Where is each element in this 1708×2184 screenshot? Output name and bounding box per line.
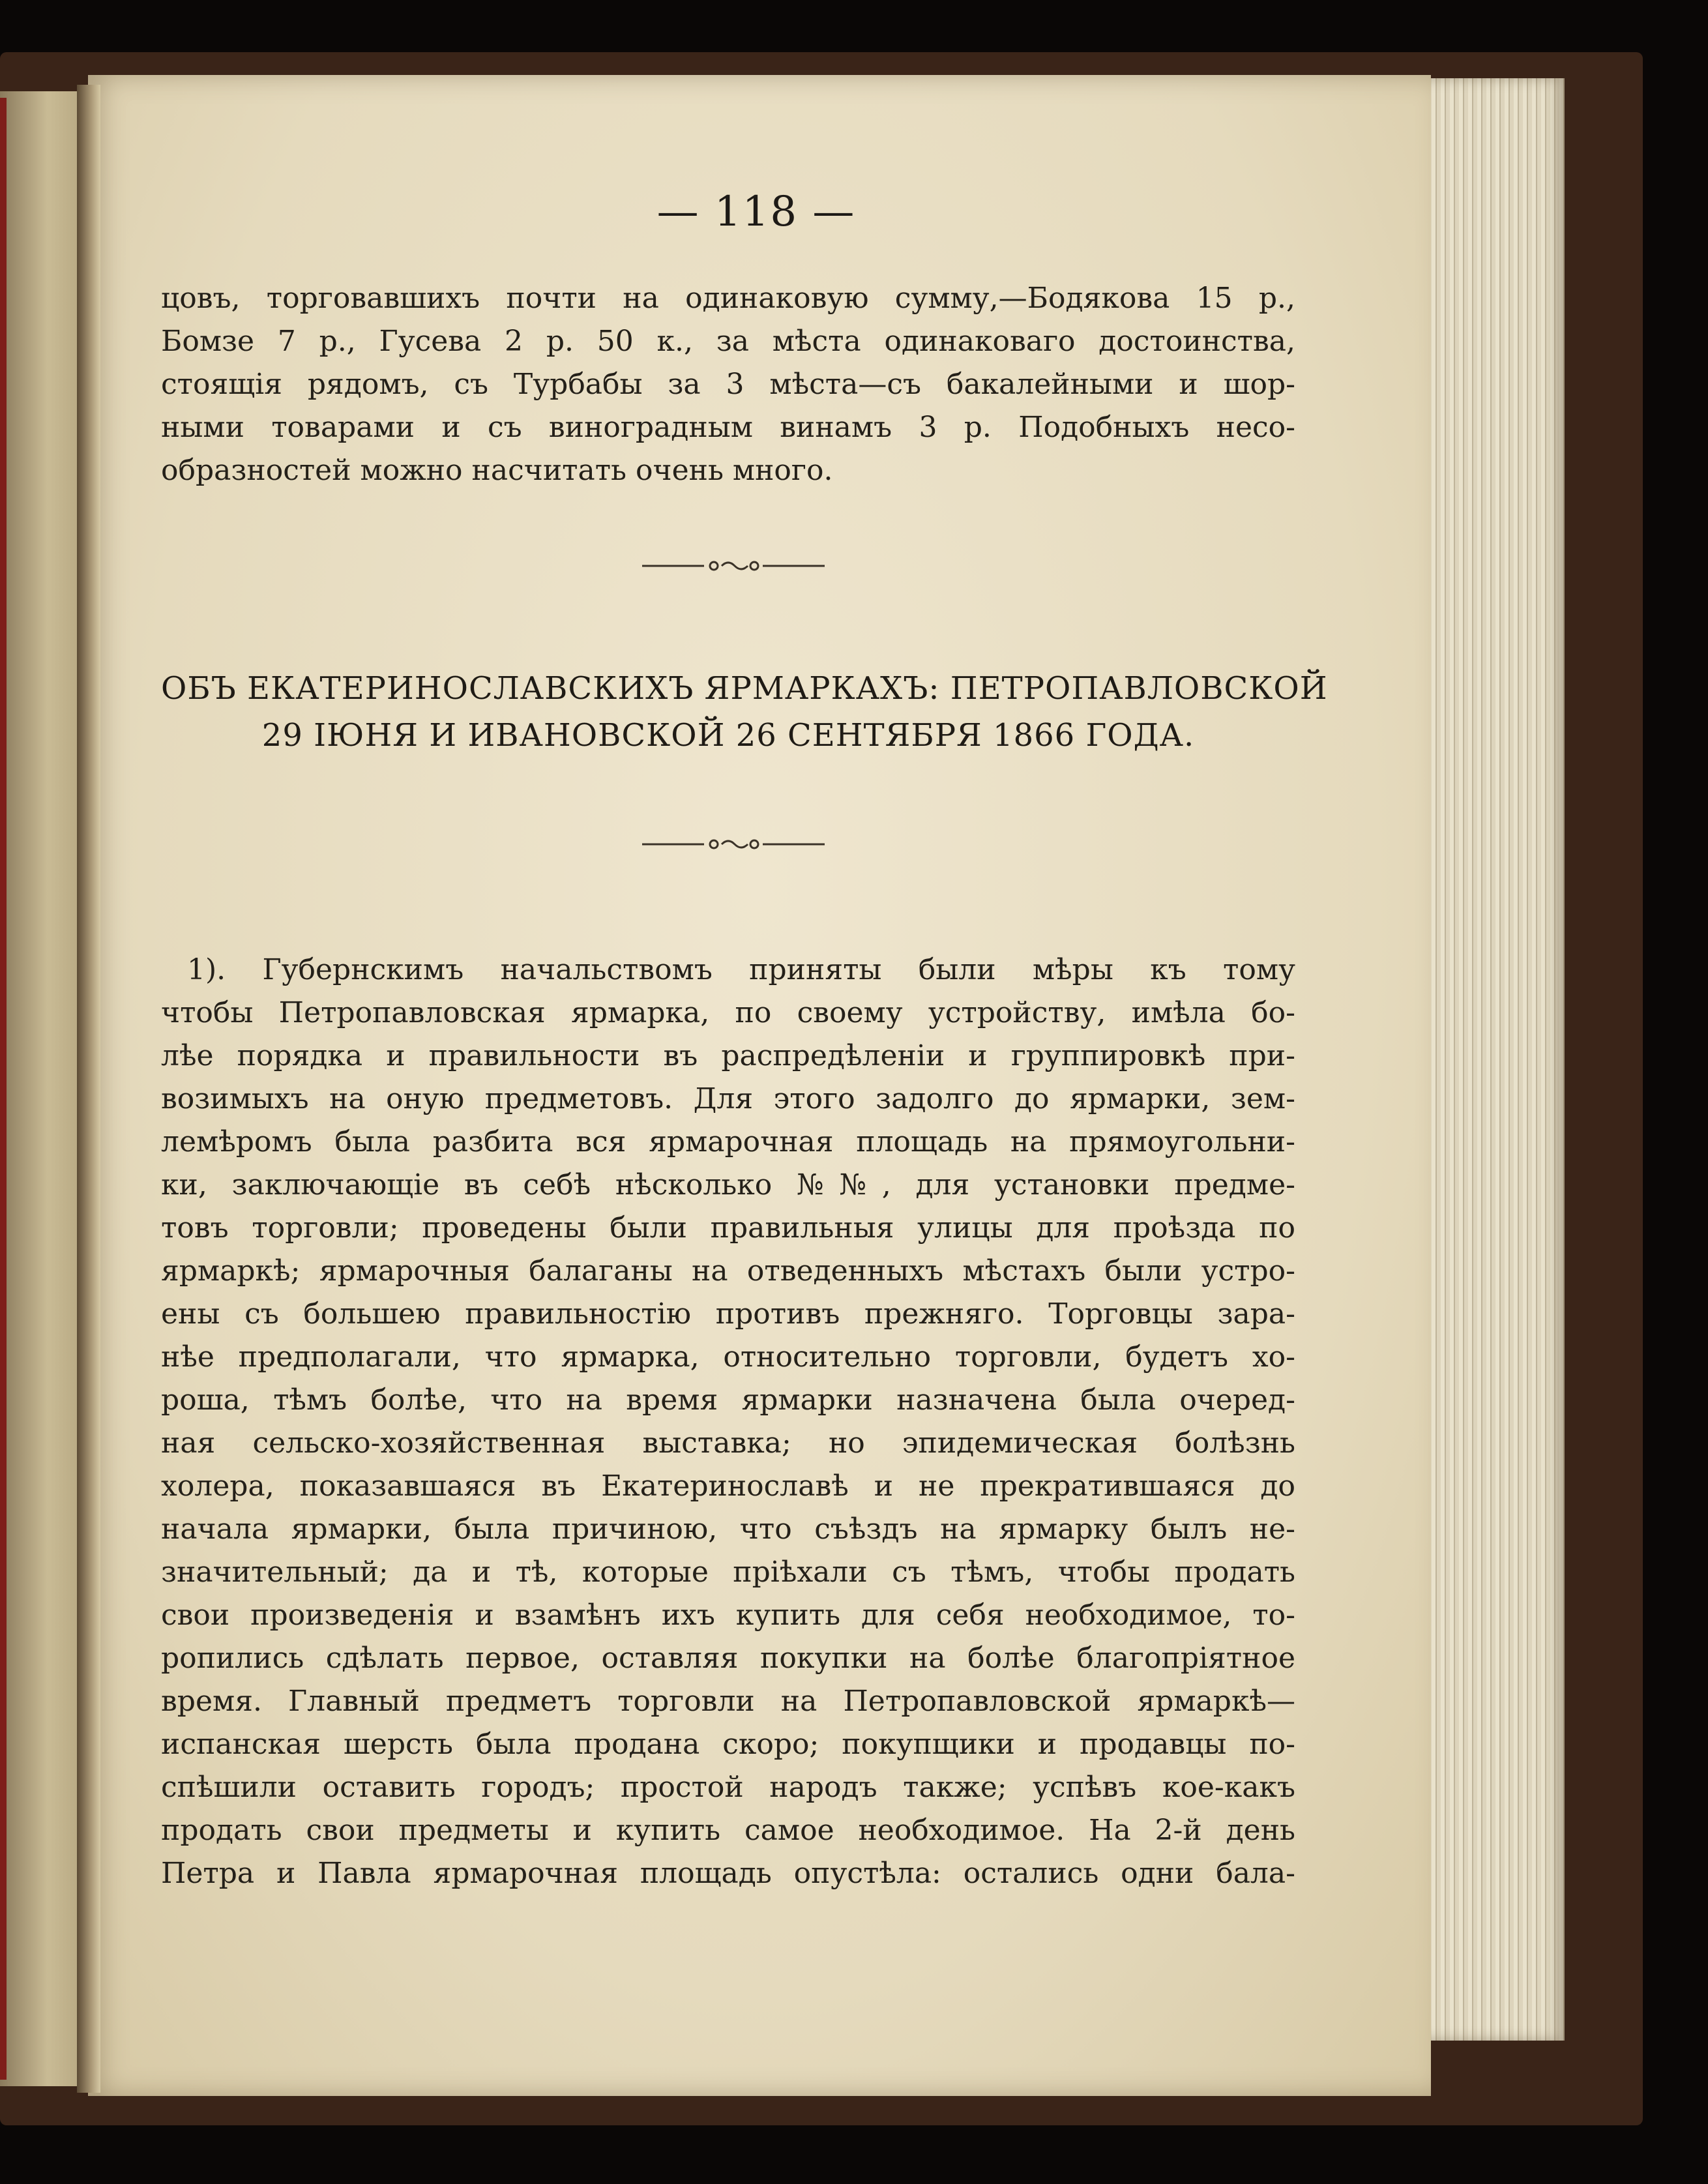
red-page-edge	[0, 98, 7, 2080]
paragraph-line: ная сельско-хозяйственная выставка; но эпидемическая болѣзнь	[161, 1426, 1295, 1460]
paragraph-line: испанская шерсть была продана скоро; покупщики и продавцы по-	[161, 1728, 1295, 1761]
paragraph-line: возимыхъ на оную предметовъ. Для этого задолго до ярмарки, зем-	[161, 1082, 1295, 1115]
paragraph-line: начала ярмарки, была причиною, что съѣздъ на ярмарку былъ не-	[161, 1513, 1295, 1546]
left-page-edge	[0, 91, 80, 2086]
book-gutter	[77, 85, 100, 2093]
paragraph-line: цовъ, торговавшихъ почти на одинаковую сумму,—Бодякова 15 р.,	[161, 282, 1295, 315]
paragraph-line: стоящія рядомъ, съ Турбабы за 3 мѣста—съ бакалейными и шор-	[161, 368, 1295, 401]
paragraph-line: холера, показавшаяся въ Екатеринославѣ и не прекратившаяся до	[161, 1469, 1295, 1503]
paragraph-line: товъ торговли; проведены были правильныя улицы для проѣзда по	[161, 1211, 1295, 1245]
paragraph-line: чтобы Петропавловская ярмарка, по своему устройству, имѣла бо-	[161, 996, 1295, 1029]
paragraph-line: ными товарами и съ виноградным винамъ 3 р. Подобныхъ несо-	[161, 411, 1295, 444]
paragraph-line: ярмаркѣ; ярмарочныя балаганы на отведенныхъ мѣстахъ были устро-	[161, 1254, 1295, 1288]
paragraph-line: лѣе порядка и правильности въ распредѣленіи и группировкѣ при-	[161, 1039, 1295, 1072]
top-paragraph	[161, 277, 1295, 492]
paragraph-line: лемѣромъ была разбита вся ярмарочная площадь на прямоугольни-	[161, 1125, 1295, 1158]
heading-line: 29 ІЮНЯ И ИВАНОВСКОЙ 26 СЕНТЯБРЯ 1866 ГОДА.	[261, 717, 1195, 754]
paragraph-line: ены съ большею правильностію противъ прежняго. Торговцы зара-	[161, 1297, 1295, 1331]
paragraph-line: нѣе предполагали, что ярмарка, относительно торговли, будетъ хо-	[161, 1340, 1295, 1374]
page-number: — 118 —	[656, 188, 856, 236]
paragraph-line: спѣшили оставить городъ; простой народъ также; успѣвъ кое-какъ	[161, 1771, 1295, 1804]
paragraph-line: значительный; да и тѣ, которые пріѣхали съ тѣмъ, чтобы продать	[161, 1556, 1295, 1589]
body-paragraph	[161, 949, 1295, 1895]
paragraph-line: роша, тѣмъ болѣе, что на время ярмарки назначена была очеред-	[161, 1383, 1295, 1417]
section-heading	[161, 665, 1328, 759]
paragraph-line: Бомзе 7 р., Гусева 2 р. 50 к., за мѣста одинаковаго достоинства,	[161, 325, 1295, 358]
paragraph-line: свои произведенія и взамѣнъ ихъ купить для себя необходимое, то-	[161, 1599, 1295, 1632]
ornament-divider-bottom	[642, 838, 825, 851]
heading-line: ОБЪ ЕКАТЕРИНОСЛАВСКИХЪ ЯРМАРКАХЪ: ПЕТРОПАВЛОВСКОЙ	[161, 670, 1328, 707]
paragraph-line: образностей можно насчитать очень много.	[161, 454, 833, 487]
paragraph-line: время. Главный предметъ торговли на Петропавловской ярмаркѣ—	[161, 1685, 1295, 1718]
ornament-divider-top	[642, 559, 825, 572]
paragraph-line: Петра и Павла ярмарочная площадь опустѣла: остались одни бала-	[161, 1857, 1295, 1890]
paragraph-line: продать свои предметы и купить самое необходимое. На 2-й день	[161, 1814, 1295, 1847]
paragraph-line: ропились сдѣлать первое, оставляя покупки на болѣе благопріятное	[161, 1642, 1295, 1675]
paragraph-line: ки, заключающіе въ себѣ нѣсколько №№, для установки предме-	[161, 1168, 1295, 1202]
paragraph-line: 1). Губернскимъ начальствомъ приняты были мѣры къ тому	[187, 953, 1295, 986]
